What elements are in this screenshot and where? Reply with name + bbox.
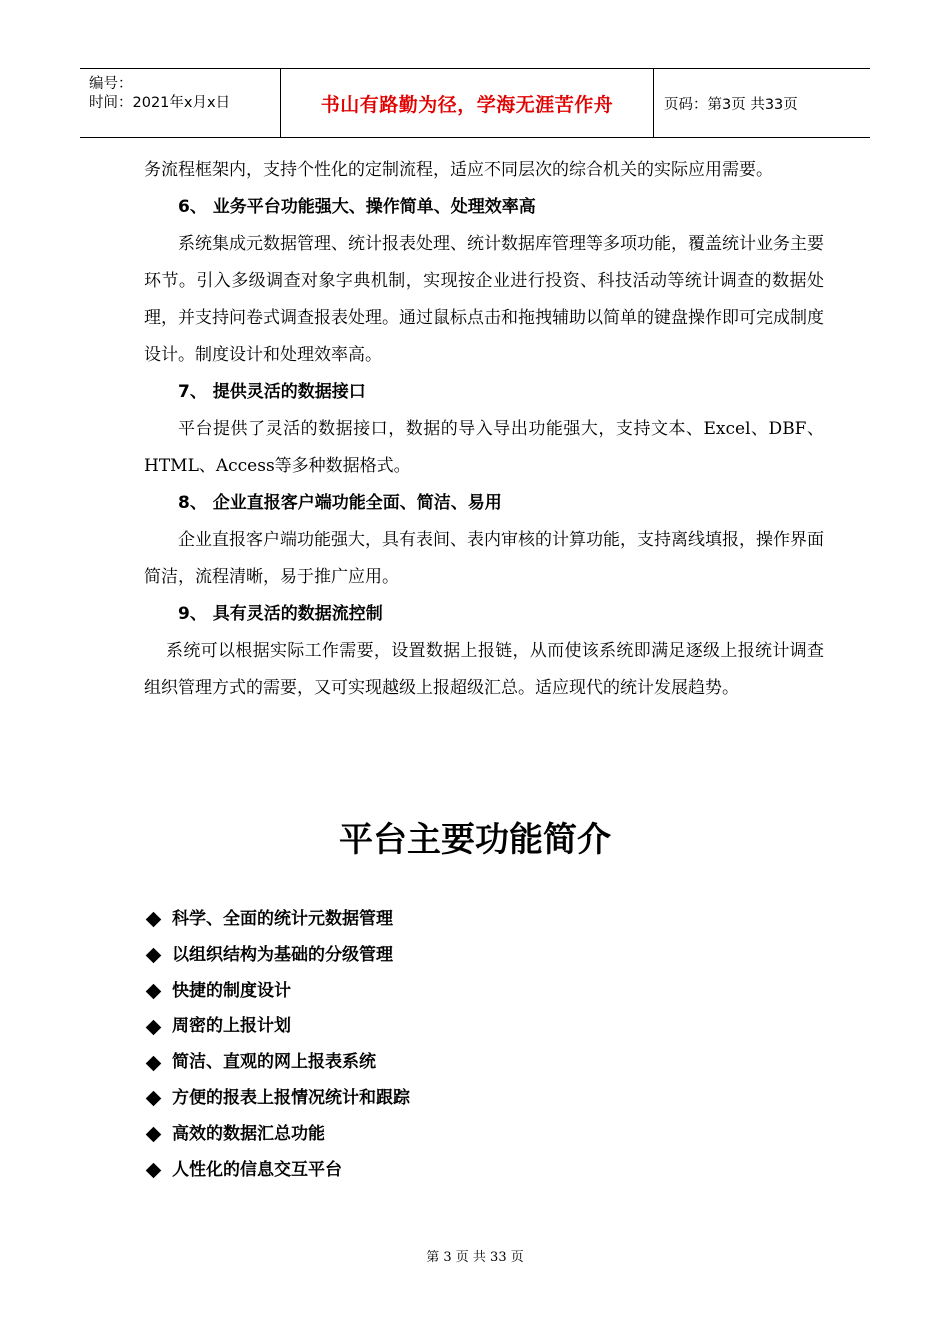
feature-label: 周密的上报计划 bbox=[172, 1016, 291, 1037]
feature-label: 快捷的制度设计 bbox=[172, 980, 291, 1001]
diamond-bullet-icon bbox=[146, 948, 162, 964]
paragraph-6: 系统集成元数据管理、统计报表处理、统计数据库管理等多项功能，覆盖统计业务主要环节。引入多级调查对象字典机制，实现按企业进行投资、科技活动等统计调查的数据处理，并支持问卷式调查报表处理。通过鼠标点击和拖拽辅助以简单的键盘操作即可完成制度设计。制度设计和处理效率高。 bbox=[144, 234, 824, 365]
header-number: 编号： bbox=[89, 76, 133, 92]
document-body bbox=[144, 152, 824, 707]
paragraph-7: 平台提供了灵活的数据接口，数据的导入导出功能强大，支持文本、Excel、DBF、HTML、Access等多种数据格式。 bbox=[144, 419, 824, 476]
heading-8: 8、 企业直报客户端功能全面、简洁、易用 bbox=[178, 493, 502, 513]
header-motto-cell bbox=[281, 69, 654, 137]
header-page-info: 页码：第3页 共33页 bbox=[664, 96, 798, 113]
page-header bbox=[80, 68, 870, 138]
paragraph-continued: 务流程框架内，支持个性化的定制流程，适应不同层次的综合机关的实际应用需要。 bbox=[144, 160, 773, 180]
paragraph-8: 企业直报客户端功能强大，具有表间、表内审核的计算功能，支持离线填报，操作界面简洁，流程清晰，易于推广应用。 bbox=[144, 530, 824, 587]
diamond-bullet-icon bbox=[146, 1020, 162, 1036]
feature-label: 高效的数据汇总功能 bbox=[172, 1123, 325, 1144]
feature-label: 人性化的信息交互平台 bbox=[172, 1159, 342, 1180]
heading-6: 6、 业务平台功能强大、操作简单、处理效率高 bbox=[178, 197, 536, 217]
list-item bbox=[144, 902, 844, 938]
paragraph-9: 系统可以根据实际工作需要，设置数据上报链，从而使该系统即满足逐级上报统计调查组织管理方式的需要，又可实现越级上报超级汇总。适应现代的统计发展趋势。 bbox=[144, 641, 824, 698]
diamond-bullet-icon bbox=[146, 1127, 162, 1143]
diamond-bullet-icon bbox=[146, 1163, 162, 1179]
diamond-bullet-icon bbox=[146, 912, 162, 928]
list-item bbox=[144, 1045, 844, 1081]
list-item bbox=[144, 1081, 844, 1117]
list-item bbox=[144, 938, 844, 974]
header-motto: 书山有路勤为径，学海无涯苦作舟 bbox=[320, 93, 614, 116]
feature-label: 方便的报表上报情况统计和跟踪 bbox=[172, 1087, 410, 1108]
heading-7: 7、 提供灵活的数据接口 bbox=[178, 382, 366, 402]
header-time: 时间：2021年x月x日 bbox=[89, 95, 231, 111]
diamond-bullet-icon bbox=[146, 1091, 162, 1107]
page-footer: 第 3 页 共 33 页 bbox=[426, 1250, 524, 1265]
feature-label: 科学、全面的统计元数据管理 bbox=[172, 909, 393, 929]
header-meta bbox=[80, 69, 281, 137]
diamond-bullet-icon bbox=[146, 984, 162, 1000]
section-title: 平台主要功能简介 bbox=[339, 820, 611, 860]
list-item bbox=[144, 1153, 844, 1189]
diamond-bullet-icon bbox=[146, 1055, 162, 1071]
feature-list bbox=[144, 902, 844, 1188]
heading-9: 9、 具有灵活的数据流控制 bbox=[178, 604, 383, 624]
list-item bbox=[144, 974, 844, 1010]
list-item bbox=[144, 1117, 844, 1153]
feature-label: 以组织结构为基础的分级管理 bbox=[172, 944, 393, 965]
feature-label: 简洁、直观的网上报表系统 bbox=[172, 1052, 376, 1073]
list-item bbox=[144, 1009, 844, 1045]
